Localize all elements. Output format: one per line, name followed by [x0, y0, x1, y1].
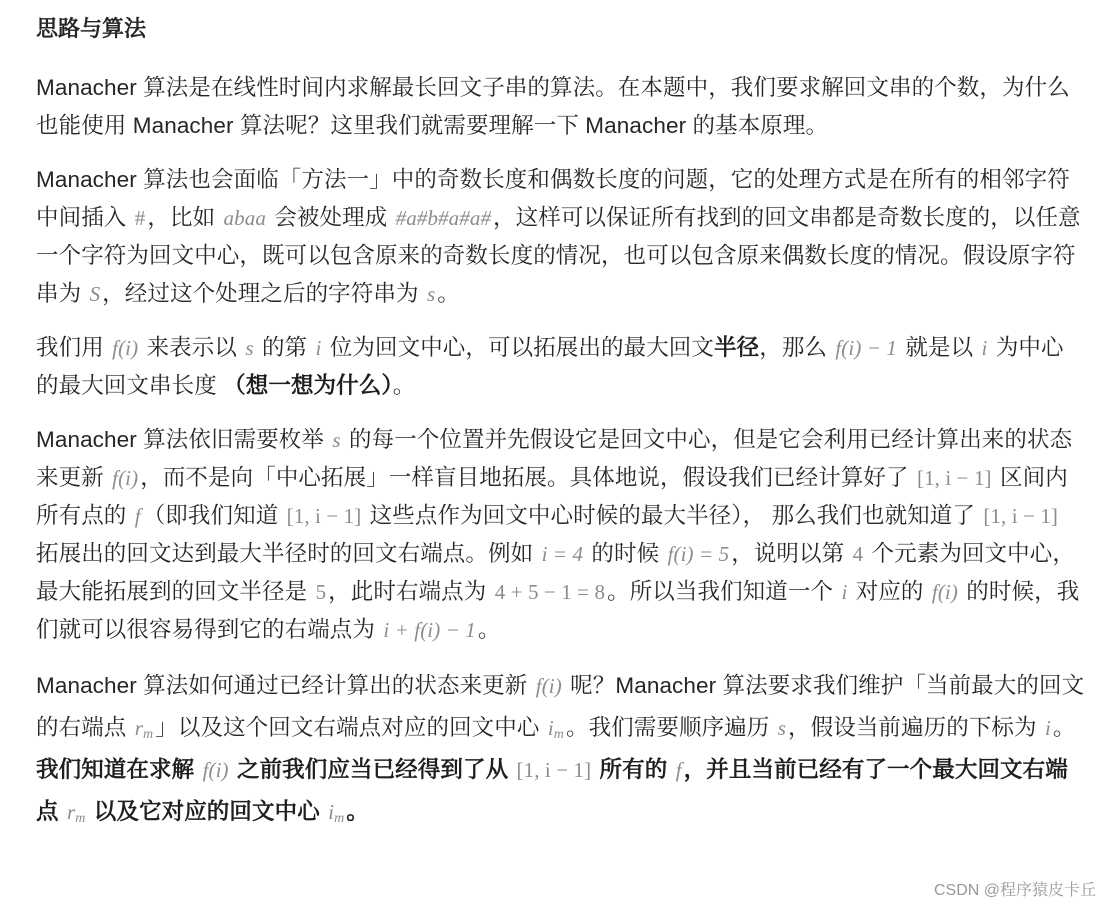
- math-inline: i + f(i) − 1: [383, 618, 476, 642]
- paragraph-preprocess: Manacher 算法也会面临「方法一」中的奇数长度和偶数长度的问题，它的处理方式是在所有的相邻字符中间插入 #，比如 abaa 会被处理成 #a#b#a#a#，这样可以保证所有找到的回文串都是奇数长度的，以任意一个字符为回文中心，既可以包含原来的奇数长度的情况，也可以包含原来偶数长度的情况。假设原字符串为 S，经过这个处理之后的字符串为 s。: [36, 167, 1081, 306]
- math-inline: s: [426, 282, 436, 306]
- bold-text: ，并且当前已经有了一个最大回文右端点: [36, 757, 1068, 824]
- math-inline: $i_m$: [328, 800, 345, 826]
- math-inline: [1, i − 1]: [516, 758, 592, 782]
- math-inline: $r_m$: [66, 800, 86, 826]
- section-heading: 思路与算法: [36, 16, 147, 41]
- math-inline: i: [1044, 716, 1051, 740]
- article-content: [36, 14, 1086, 849]
- paragraph-update: Manacher 算法如何通过已经计算出的状态来更新 f(i) 呢？Manacher 算法要求我们维护「当前最大的回文的右端点 $r_m$」以及这个回文右端点对应的回文中心 $i_m$。我们需要顺序遍历 s，假设当前遍历的下标为 i。我们知道在求解 f(i) 之前我们应当已经得到了从 [1, i − 1] 所有的 f，并且当前已经有了一个最大回文右端点 $r_m$ 以及它对应的回文中心 $i_m$。: [36, 673, 1085, 826]
- math-inline: f(i): [112, 466, 139, 490]
- math-inline: s: [777, 716, 787, 740]
- bold-text: （想一想为什么）: [223, 373, 393, 398]
- math-inline: s: [245, 336, 254, 360]
- math-inline: i = 4: [541, 542, 584, 566]
- math-inline: $i_m$: [547, 716, 564, 742]
- math-inline: S: [89, 282, 101, 306]
- bold-text: 半径: [714, 335, 760, 360]
- bold-text: 之前我们应当已经得到了从: [230, 757, 515, 782]
- math-inline: i: [981, 336, 988, 360]
- math-inline: f(i): [202, 758, 229, 782]
- math-inline: f(i): [112, 336, 139, 360]
- math-inline: i: [315, 336, 322, 360]
- math-inline: #: [134, 206, 146, 230]
- math-inline: f(i) = 5: [667, 542, 730, 566]
- math-inline: 4: [852, 542, 864, 566]
- bold-text: 。: [346, 799, 369, 824]
- bold-text: 所有的: [593, 757, 674, 782]
- math-inline: [1, i − 1]: [916, 466, 992, 490]
- math-inline: [1, i − 1]: [286, 504, 362, 528]
- math-inline: #a#b#a#a#: [395, 206, 492, 230]
- bold-text: 我们知道在求解: [36, 757, 201, 782]
- paragraph-definition: 我们用 f(i) 来表示以 s 的第 i 位为回文中心，可以拓展出的最大回文半径，那么 f(i) − 1 就是以 i 为中心的最大回文串长度 （想一想为什么）。: [36, 335, 1064, 398]
- math-inline: f: [134, 504, 141, 528]
- paragraph-intro: Manacher 算法是在线性时间内求解最长回文子串的算法。在本题中，我们要求解回文串的个数，为什么也能使用 Manacher 算法呢？这里我们就需要理解一下 Manacher 的基本原理。: [36, 75, 1070, 138]
- math-inline: 4 + 5 − 1 = 8: [494, 580, 606, 604]
- math-inline: f: [675, 758, 682, 782]
- math-inline: [1, i − 1]: [983, 504, 1059, 528]
- bold-text: 以及它对应的回文中心: [87, 799, 327, 824]
- math-inline: s: [332, 428, 341, 452]
- math-inline: i: [841, 580, 848, 604]
- paragraph-enumeration: Manacher 算法依旧需要枚举 s 的每一个位置并先假设它是回文中心，但是它会利用已经计算出来的状态来更新 f(i)，而不是向「中心拓展」一样盲目地拓展。具体地说，假设我们已经计算好了 [1, i − 1] 区间内所有点的 f（即我们知道 [1, i − 1] 这些点作为回文中心时候的最大半径）， 那么我们也就知道了 [1, i − 1] 拓展出的回文达到最大半径时的回文右端点。例如 i = 4 的时候 f(i) = 5，说明以第 4 个元素为回文中心，最大能拓展到的回文半径是 5，此时右端点为 4 + 5 − 1 = 8。所以当我们知道一个 i 对应的 f(i) 的时候，我们就可以很容易得到它的右端点为 i + f(i) − 1。: [36, 427, 1080, 642]
- math-inline: abaa: [223, 206, 266, 230]
- math-inline: f(i) − 1: [835, 336, 898, 360]
- csdn-watermark: CSDN @程序猿皮卡丘: [933, 882, 1096, 899]
- math-inline: f(i): [535, 674, 562, 698]
- math-inline: 5: [315, 580, 327, 604]
- math-inline: f(i): [931, 580, 958, 604]
- math-inline: $r_m$: [134, 716, 154, 742]
